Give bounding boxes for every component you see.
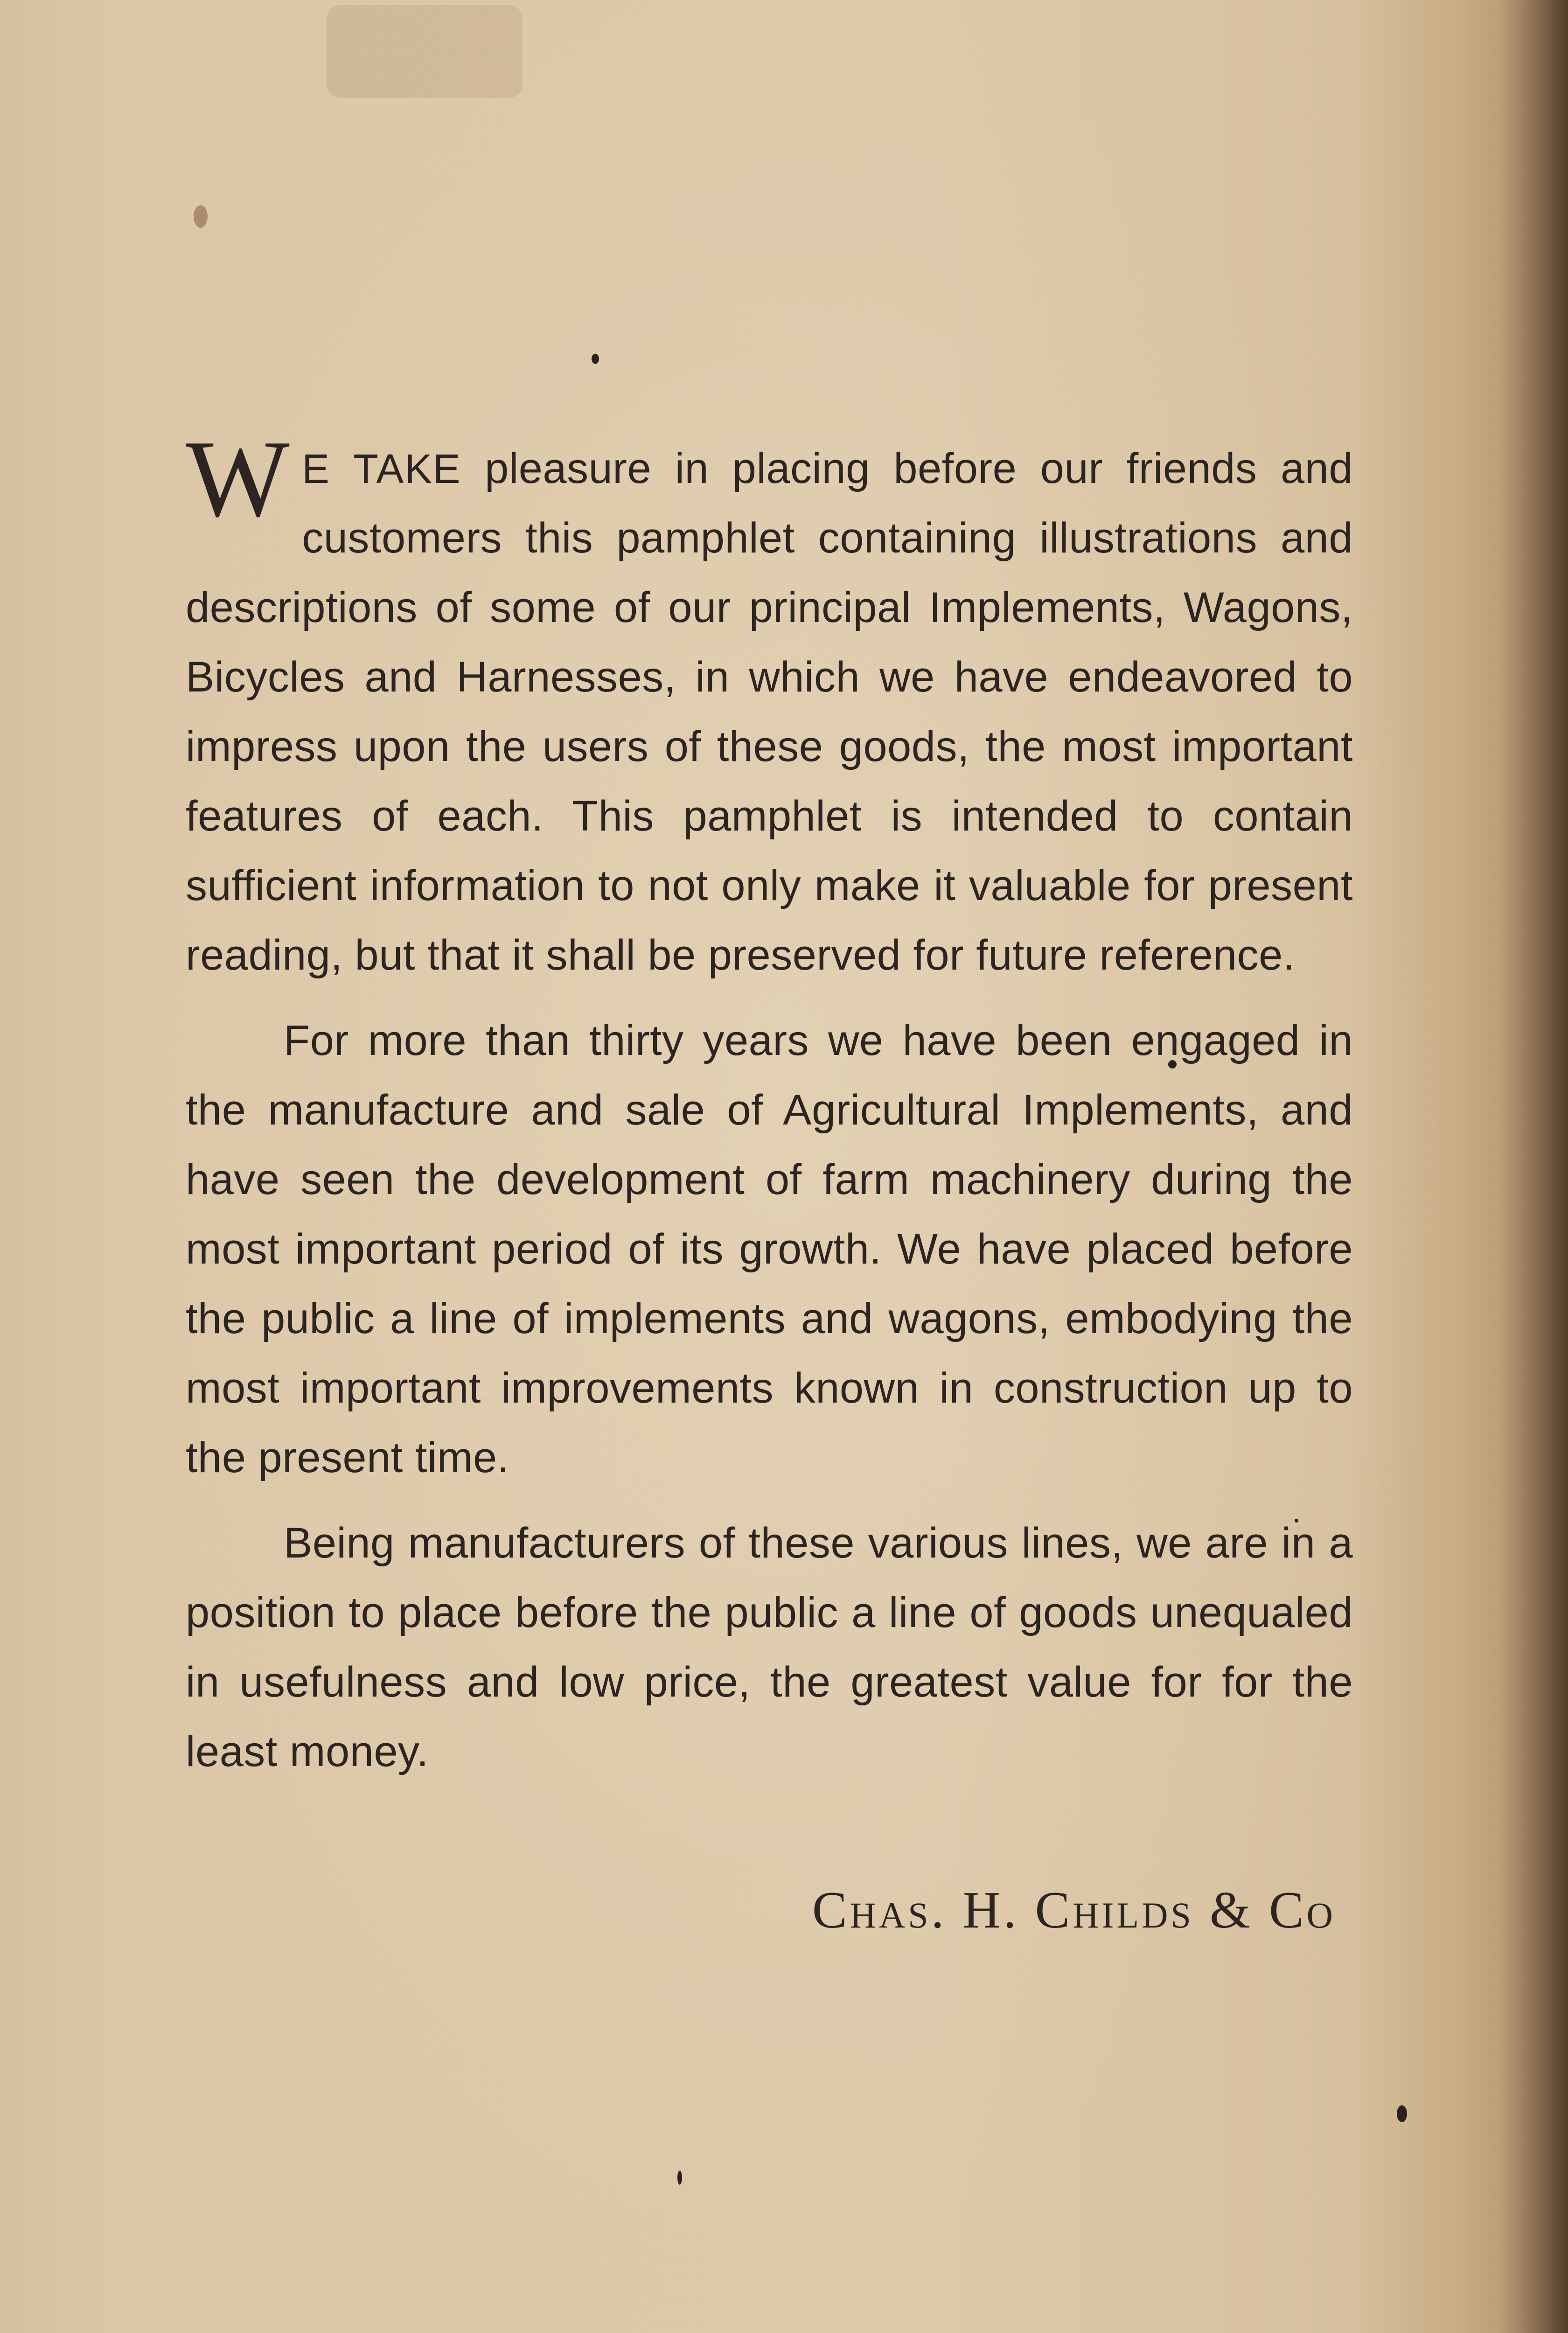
dropcap: W [186, 418, 290, 540]
lead-words: E TAKE [302, 446, 461, 492]
ink-speck [1397, 2105, 1407, 2122]
ink-speck [194, 205, 208, 228]
paragraph-1 [186, 418, 1353, 990]
paragraph-1-text: pleasure in placing before our friends and customers this pamphlet containing illustrations and descriptions of some of our principal Implements, Wagons, Bicycles and Harnesses, in which we have endeavored to impress upon the users of these goods, the most important features of each. This pamphlet is intended to contain sufficient information to not only make it valuable for present reading, but that it shall be preserved for future reference. [186, 445, 1353, 979]
paragraph-3: Being manufacturers of these various lines, we are in a position to place before the public a line of goods unequaled in usefulness and low price, the greatest value for for the least money. [186, 1519, 1353, 1775]
body-text [186, 418, 1353, 1802]
ink-speck [592, 354, 599, 364]
signature: Chas. H. Childs & Co [812, 1881, 1336, 1939]
ink-speck [677, 2171, 682, 2185]
paper-stain [327, 5, 523, 98]
paragraph-2: For more than thirty years we have been engaged in the manufacture and sale of Agricultural Implements, and have seen the development of farm machinery during the most important period of its growth. We have placed before the public a line of implements and wagons, embodying the most important improvements known in construction up to the present time. [186, 1017, 1353, 1481]
